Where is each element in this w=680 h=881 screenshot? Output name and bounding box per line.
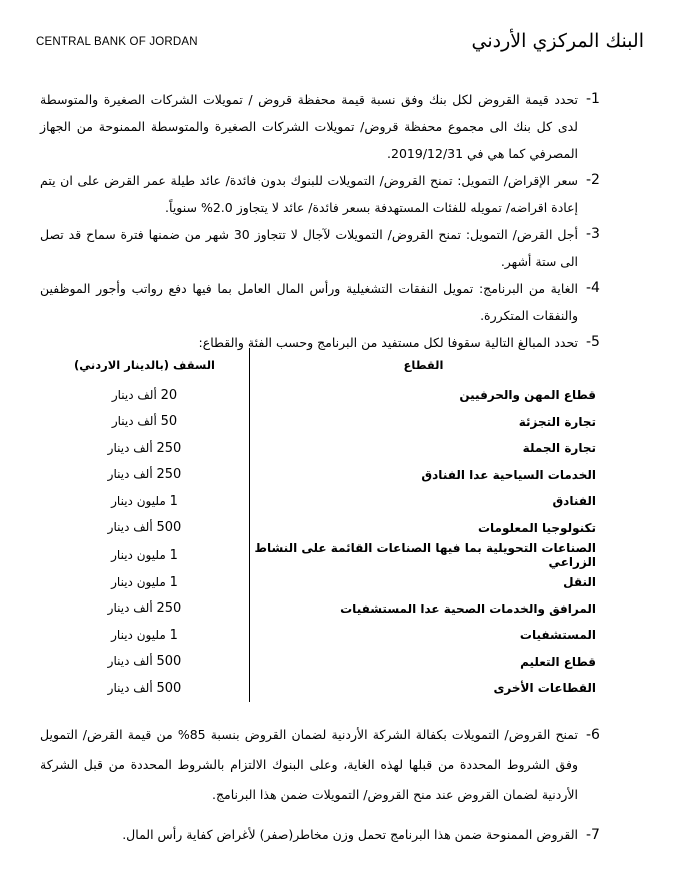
item-text: أجل القرض/ التمويل: تمنح القروض/ التمويلات لآجال لا تتجاوز 30 شهر من ضمنها فترة سماح قد تصل الى ستة أشهر. <box>40 227 578 269</box>
cap-unit: ألف دينار <box>107 520 153 535</box>
table-row <box>40 435 600 462</box>
cap-cell <box>40 622 250 649</box>
conditions-list <box>40 86 600 360</box>
sector-cell: تجارة التجزئة <box>250 409 601 436</box>
item-text: تحدد قيمة القروض لكل بنك وفق نسبة قيمة محفظة قروض / تمويلات الشركات الصغيرة والمتوسطة لدى كل بنك الى مجموع محفظة قروض/ تمويلات الشركات الصغيرة والمتوسطة الممنوحة من الجهاز المصرفي كما هي في 2019/12/31. <box>40 92 578 161</box>
list-item <box>40 275 600 329</box>
item-number: -2 <box>586 172 600 188</box>
sector-cell: قطاع التعليم <box>250 649 601 676</box>
list-item <box>40 820 600 850</box>
table-row <box>40 515 600 542</box>
sector-cell: تكنولوجيا المعلومات <box>250 515 601 542</box>
cap-amount: 50 <box>160 414 178 430</box>
cap-cell <box>40 675 250 702</box>
cap-unit: ألف دينار <box>107 680 153 695</box>
header-english-title: CENTRAL BANK OF JORDAN <box>36 36 198 48</box>
table-row <box>40 622 600 649</box>
cap-unit: ألف دينار <box>107 440 153 455</box>
cap-amount: 1 <box>169 574 178 590</box>
sector-cell: قطاع المهن والحرفيين <box>250 382 601 409</box>
list-item <box>40 221 600 275</box>
sector-cell: الخدمات السياحية عدا الفنادق <box>250 462 601 489</box>
cap-cell <box>40 488 250 515</box>
cap-amount: 250 <box>156 440 182 456</box>
additional-conditions <box>40 720 600 850</box>
sector-cell: المرافق والخدمات الصحية عدا المستشفيات <box>250 596 601 623</box>
item-text: القروض الممنوحة ضمن هذا البرنامج تحمل وزن مخاطر(صفر) لأغراض كفاية رأس المال. <box>122 827 578 842</box>
cap-amount: 1 <box>169 547 178 563</box>
cap-cell <box>40 569 250 596</box>
list-item <box>40 167 600 221</box>
item-number: -6 <box>586 727 600 743</box>
sector-cell: تجارة الجملة <box>250 435 601 462</box>
cap-cell <box>40 409 250 436</box>
table-row <box>40 675 600 702</box>
cap-amount: 500 <box>156 654 182 670</box>
table-row <box>40 488 600 515</box>
cap-unit: ألف دينار <box>111 414 157 429</box>
cap-amount: 1 <box>169 493 178 509</box>
cap-unit: ألف دينار <box>107 467 153 482</box>
cap-column-header: السقف (بالدينار الاردني) <box>74 358 215 372</box>
cap-cell <box>40 382 250 409</box>
cap-amount: 250 <box>156 601 182 617</box>
sector-column-header: القطاع <box>250 348 601 382</box>
cap-amount: 500 <box>156 680 182 696</box>
item-number: -3 <box>586 226 600 242</box>
sector-cell: النقل <box>250 569 601 596</box>
cap-unit: ألف دينار <box>111 387 157 402</box>
cap-cell <box>40 541 250 569</box>
cap-cell <box>40 435 250 462</box>
cap-unit: مليون دينار <box>111 627 166 642</box>
table-header-row <box>40 348 600 382</box>
cap-amount: 500 <box>156 520 182 536</box>
header-arabic-title: البنك المركزي الأردني <box>471 30 644 52</box>
cap-unit: ألف دينار <box>107 654 153 669</box>
sector-cell: المستشفيات <box>250 622 601 649</box>
item-number: -7 <box>586 827 600 843</box>
cap-unit: ألف دينار <box>107 601 153 616</box>
item-text: تمنح القروض/ التمويلات بكفالة الشركة الأردنية لضمان القروض بنسبة 85% من قيمة القرض/ التمويل وفق الشروط المحددة من قبلها لهذه الغاية، وعلى البنوك الالتزام بالشروط المحددة من قبل الشركة الأردنية لضمان القروض عند منح القروض/ التمويلات ضمن هذا البرنامج. <box>40 727 579 802</box>
item-number: -4 <box>586 280 600 296</box>
cap-amount: 20 <box>160 387 178 403</box>
sector-caps-table <box>40 348 600 702</box>
cap-unit: مليون دينار <box>111 547 166 562</box>
cap-cell <box>40 649 250 676</box>
cap-cell <box>40 596 250 623</box>
cap-cell <box>40 515 250 542</box>
item-text: الغاية من البرنامج: تمويل النفقات التشغيلية ورأس المال العامل بما فيها دفع رواتب وأجور الموظفين والنفقات المتكررة. <box>40 281 578 323</box>
table-row <box>40 382 600 409</box>
item-number: -5 <box>586 334 600 350</box>
cap-unit: مليون دينار <box>111 574 166 589</box>
list-item <box>40 720 600 810</box>
sector-cell: الصناعات التحويلية بما فيها الصناعات القائمة على النشاط الزراعي <box>250 541 601 569</box>
item-number: -1 <box>586 91 600 107</box>
table-row <box>40 409 600 436</box>
list-item <box>40 86 600 167</box>
item-text: سعر الإقراض/ التمويل: تمنح القروض/ التمويلات للبنوك بدون فائدة/ عائد طيلة عمر القرض على ان يتم إعادة اقراضه/ تمويله للفئات المستهدفة بسعر فائدة/ عائد لا يتجاوز 2.0% سنوياً. <box>40 173 578 215</box>
table-row <box>40 541 600 569</box>
table-row <box>40 462 600 489</box>
cap-amount: 1 <box>169 627 178 643</box>
table-row <box>40 649 600 676</box>
item-text: تحدد المبالغ التالية سقوفا لكل مستفيد من البرنامج وحسب الفئة والقطاع: <box>198 335 578 350</box>
sector-cell: الفنادق <box>250 488 601 515</box>
cap-cell <box>40 462 250 489</box>
table-row <box>40 596 600 623</box>
sector-cell: القطاعات الأخرى <box>250 675 601 702</box>
table-row <box>40 569 600 596</box>
cap-amount: 250 <box>156 467 182 483</box>
cap-unit: مليون دينار <box>111 493 166 508</box>
